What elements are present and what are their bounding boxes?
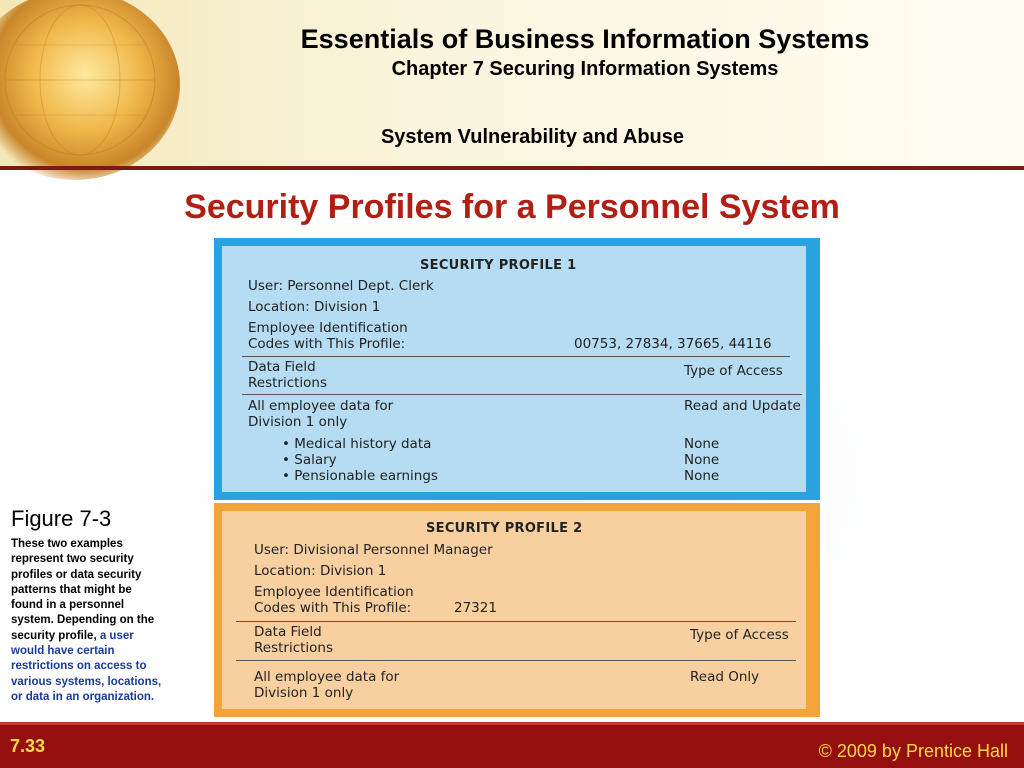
profile-2-data-2: Division 1 only (254, 685, 354, 701)
profile-2-location: Location: Division 1 (254, 563, 387, 579)
profile-2-data-access: Read Only (690, 669, 760, 685)
caption-text: These two examples represent two security profiles or data security patterns that might be found in a personnel system. Depending on the security profile, (11, 538, 155, 642)
profile-1-rule-2 (242, 394, 802, 395)
profile-1-access-header: Type of Access (684, 363, 783, 379)
globe-grid-icon (0, 0, 180, 180)
profile-1-data-2: Division 1 only (248, 414, 348, 430)
profile-1-restr-label-2: Restrictions (248, 375, 328, 391)
profile-1-codes-label-1: Employee Identification (248, 320, 408, 336)
profile-1-location: Location: Division 1 (248, 299, 381, 315)
figure-caption (11, 537, 166, 705)
profile-1-codes-value: 00753, 27834, 37665, 44116 (574, 336, 772, 352)
profile-1-item-access: None (684, 468, 720, 484)
profile-1-codes-label-2: Codes with This Profile: (248, 336, 406, 352)
chapter-title: Chapter 7 Securing Information Systems (391, 58, 779, 80)
profile-2-codes-label-2: Codes with This Profile: (254, 600, 412, 616)
profile-2-access-header: Type of Access (690, 627, 789, 643)
section-title: System Vulnerability and Abuse (380, 126, 685, 148)
security-profile-2 (214, 503, 820, 717)
profile-2-codes-value: 27321 (454, 600, 497, 616)
profile-1-item-label: • Medical history data (282, 436, 432, 452)
profile-1-restr-label-1: Data Field (248, 359, 316, 375)
profile-2-data-1: All employee data for (254, 669, 400, 685)
profile-1-body (222, 246, 806, 492)
slide-number: 7.33 (10, 736, 46, 756)
profile-1-item-access: None (684, 452, 720, 468)
profile-2-body (222, 511, 806, 709)
header-divider (0, 166, 1024, 170)
profile-1-data-1: All employee data for (248, 398, 394, 414)
profile-2-codes-label-1: Employee Identification (254, 584, 414, 600)
profile-2-restr-label-1: Data Field (254, 624, 322, 640)
profile-1-item-label: • Salary (282, 452, 337, 468)
profile-1-data-access: Read and Update (684, 398, 801, 414)
presentation-title: Essentials of Business Information Systems (300, 24, 870, 54)
profile-1-user: User: Personnel Dept. Clerk (248, 278, 434, 294)
profile-1-item-label: • Pensionable earnings (282, 468, 438, 484)
figure-label: Figure 7-3 (11, 506, 112, 531)
profile-2-restr-label-2: Restrictions (254, 640, 334, 656)
copyright: © 2009 by Prentice Hall (818, 741, 1008, 761)
slide-title: Security Profiles for a Personnel System (184, 188, 840, 226)
profile-2-title: SECURITY PROFILE 2 (426, 521, 583, 536)
profile-1-item-access: None (684, 436, 720, 452)
profile-2-rule-1 (236, 621, 796, 622)
caption-highlight: a user would have certain restrictions on access to various systems, locations, or data in an organization. (11, 629, 162, 703)
security-profile-1 (214, 238, 820, 500)
profile-1-rule-1 (242, 356, 790, 357)
profile-1-title: SECURITY PROFILE 1 (420, 258, 577, 273)
profile-2-user: User: Divisional Personnel Manager (254, 542, 493, 558)
profile-2-rule-2 (236, 660, 796, 661)
